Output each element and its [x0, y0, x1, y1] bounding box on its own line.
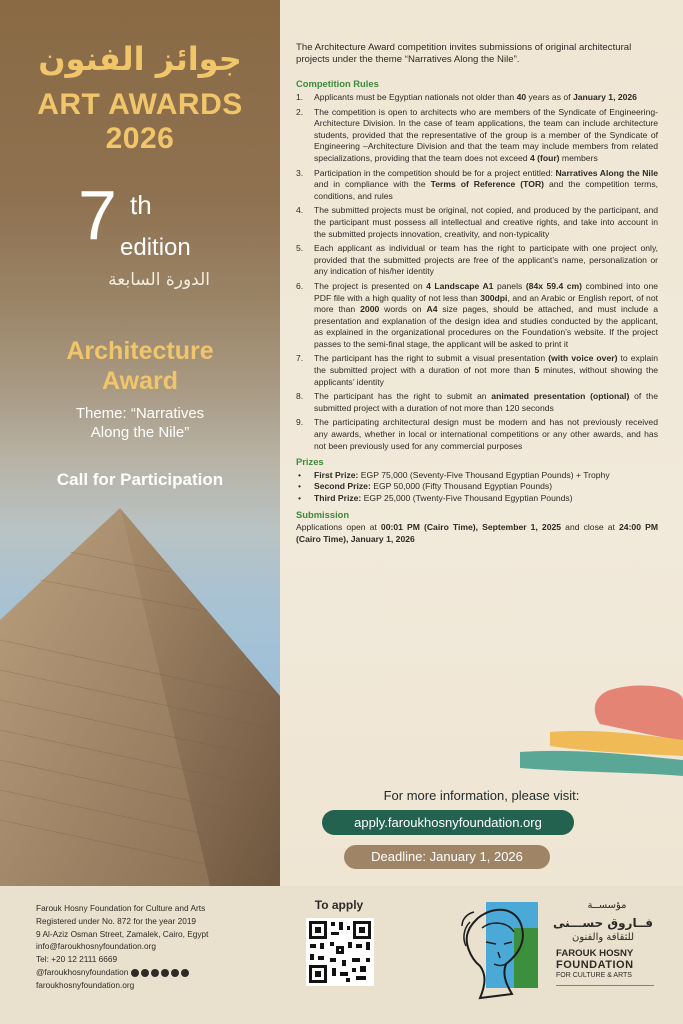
submission-heading: Submission [296, 508, 350, 520]
prize-text: EGP 75,000 (Seventy-Five Thousand Egyptian Pounds) + Trophy [358, 469, 610, 480]
qr-code[interactable] [306, 918, 374, 986]
rule-text: size pages, should be attached, and must include a presentation and explanation of the design idea and studies conducted by the applicant, as explained in the organizational procedures on the Foundation’s website. If the project passes to the semi-final stage, the applicant will be asked to print it [314, 304, 658, 349]
rule-item [296, 391, 658, 414]
rule-item [296, 168, 658, 203]
prize-label: Third Prize: [314, 493, 362, 503]
rule-emphasis: (84x 59.4 cm) [525, 280, 583, 291]
logo-english-line-1: FAROUK HOSNY [556, 948, 634, 959]
paint-stroke-decoration [490, 680, 683, 790]
rule-text: The project is presented on [314, 280, 427, 291]
contact-info [36, 902, 276, 992]
rule-number: 2. [296, 106, 304, 117]
rule-text: The participating architectural design must be modern and has not previously received any awards, whether in local or international competitions or any other awards, and has not been previously used for any commercial purposes [314, 417, 658, 451]
facebook-icon[interactable] [131, 969, 139, 977]
rule-emphasis: 40 [516, 92, 527, 102]
rule-number: 7. [296, 353, 304, 364]
award-line-1: Architecture [66, 337, 214, 365]
rule-text: The participant has the right to submit a visual presentation [314, 353, 549, 364]
rule-text: years as of [526, 92, 573, 102]
submission-part: and close at [561, 522, 620, 533]
rule-emphasis: 2000 [360, 304, 380, 315]
competition-text [296, 42, 658, 545]
rule-text: and in compliance with the [314, 179, 431, 190]
title-english [0, 88, 280, 156]
rule-text: words on [379, 304, 427, 315]
submission-text [296, 522, 658, 545]
bullet-icon: • [298, 493, 302, 503]
rule-number: 6. [296, 280, 304, 291]
rule-text: Each applicant as individual or team has the right to participate with one project only, provided that the submitted projects are free of the applicant’s name, personalization or any indication of his/her identity [314, 243, 658, 277]
more-info-text: For more information, please visit: [383, 788, 580, 803]
rule-text: The competition is open to architects who are members of the Syndicate of Engineering- Architecture Division. In the case of team applications, the team can include architecture students, provided that the representative of the group is a member of the Syndicate of Engineering –Architecture Division and that the team may include members from related specializations, providing that the team does not exceed [314, 106, 658, 163]
rules-list [296, 92, 658, 452]
instagram-icon[interactable] [141, 969, 149, 977]
youtube-icon[interactable] [161, 969, 169, 977]
rule-emphasis: animated presentation (optional) [491, 391, 630, 402]
linkedin-icon[interactable] [151, 969, 159, 977]
title-line-1: ART AWARDS [37, 88, 243, 121]
rule-item [296, 353, 658, 388]
rule-number: 3. [296, 167, 304, 178]
email-link[interactable]: info@faroukhosnyfoundation.org [36, 941, 157, 952]
prizes-list [296, 470, 658, 505]
submission-close-date: 24:00 PM (Cairo Time), January 1, 2026 [296, 522, 658, 544]
prize-item [296, 470, 658, 482]
prizes-heading: Prizes [296, 456, 324, 468]
rule-text: The participant has the right to submit an [314, 391, 492, 402]
rule-text: , and an Arabic or English report, of not more than [314, 292, 658, 315]
rule-text: members [559, 152, 598, 163]
rule-number: 8. [296, 391, 304, 402]
theme-line-2: Along the Nile” [90, 424, 190, 441]
rules-heading: Competition Rules [296, 78, 379, 90]
logo-arabic-line-2: فــاروق حســـنى [552, 916, 654, 930]
rule-emphasis: 4 Landscape A1 [426, 280, 494, 291]
title-arabic: جوائز الفنون [38, 40, 242, 78]
right-panel [280, 0, 683, 886]
logo-divider [556, 985, 654, 989]
rule-item [296, 281, 658, 351]
rule-text: of the submitted project with a duration of not more than 120 seconds [314, 391, 658, 413]
prize-text: EGP 25,000 (Twenty-Five Thousand Egyptian Pounds) [361, 493, 573, 503]
left-panel [0, 0, 280, 886]
title-year: 2026 [105, 122, 175, 155]
prize-item [296, 481, 658, 493]
website-link[interactable]: faroukhosnyfoundation.org [36, 980, 135, 991]
rule-emphasis: 4 (four) [529, 152, 560, 163]
address: 9 Al-Aziz Osman Street, Zamalek, Cairo, Egypt [36, 928, 209, 939]
edition-suffix: th [130, 190, 152, 220]
social-row [36, 966, 276, 979]
foundation-logo-portrait [456, 898, 552, 1010]
apply-link-button[interactable]: apply.faroukhosnyfoundation.org [322, 810, 574, 835]
edition-arabic: الدورة السابعة [108, 270, 210, 290]
rule-emphasis: (with voice over) [548, 353, 618, 364]
rule-text: minutes, without showing the applicants’ identity [314, 365, 659, 387]
to-apply-label: To apply [314, 898, 364, 912]
logo-arabic-line-1: مؤسســة [587, 900, 627, 911]
social-handle: @faroukhosnyfoundation [36, 966, 129, 977]
registration: Registered under No. 872 for the year 2019 [36, 915, 197, 926]
submission-open-date: 00:01 PM (Cairo Time), September 1, 2025 [380, 522, 562, 533]
rule-text: panels [493, 280, 526, 291]
threads-icon[interactable] [181, 969, 189, 977]
intro-paragraph: The Architecture Award competition invites submissions of original architectural projects under the theme “Narratives Along the Nile”. [296, 42, 632, 66]
submission-part: Applications open at [296, 522, 381, 533]
footer [0, 886, 683, 1024]
pyramid-illustration [0, 500, 280, 886]
deadline-badge: Deadline: January 1, 2026 [344, 845, 550, 869]
rule-text: Applicants must be Egyptian nationals not older than [314, 92, 517, 102]
edition-number: 7 [78, 176, 117, 254]
edition-badge [60, 176, 240, 310]
social-icons [131, 966, 191, 979]
rule-item [296, 417, 658, 452]
rule-emphasis: Terms of Reference (TOR) [430, 179, 545, 190]
prize-label: First Prize: [314, 469, 359, 480]
rule-emphasis: 5 [534, 365, 540, 376]
rule-number: 5. [296, 243, 304, 254]
rule-number: 1. [296, 92, 304, 102]
rule-emphasis: January 1, 2026 [572, 92, 637, 102]
rule-number: 4. [296, 205, 304, 216]
rule-item [296, 107, 658, 165]
prize-label: Second Prize: [314, 481, 371, 492]
phone: Tel: +20 12 2111 6669 [36, 954, 118, 965]
org-name: Farouk Hosny Foundation for Culture and Arts [36, 903, 206, 913]
award-name [0, 336, 280, 396]
theme-text [40, 404, 240, 442]
rule-item [296, 92, 658, 104]
rule-item [296, 243, 658, 278]
rule-emphasis: Narratives Along the Nile [555, 167, 658, 178]
call-for-participation: Call for Participation [56, 470, 224, 489]
logo-english-line-3: FOR CULTURE & ARTS [556, 972, 632, 979]
rule-emphasis: 300dpi [480, 292, 508, 303]
rule-text: combined into one PDF file with a high quality of not less than [314, 280, 658, 303]
rule-item [296, 205, 658, 240]
award-line-2: Award [102, 367, 178, 395]
bullet-icon: • [298, 469, 302, 480]
x-icon[interactable] [171, 969, 179, 977]
theme-line-1: Theme: “Narratives [75, 405, 205, 422]
rule-number: 9. [296, 417, 304, 428]
bullet-icon: • [298, 481, 302, 492]
rule-text: to explain the submitted project with a duration of not more than [314, 353, 658, 376]
rule-text: and the competition terms, conditions, and rules [314, 179, 659, 201]
logo-english-line-2: FOUNDATION [556, 959, 634, 971]
prize-item [296, 493, 658, 505]
logo-arabic-line-3: للثقافة والفنون [571, 932, 635, 943]
rule-text: The submitted projects must be original, not copied, and produced by the participant, and the participant must possess all intellectual and creative rights, and take into account in the submitted projects innovation, creativity, and non-typicality [314, 205, 658, 239]
edition-word: edition [120, 234, 191, 261]
prize-text: EGP 50,000 (Fifty Thousand Egyptian Pounds) [370, 481, 553, 492]
rule-text: Participation in the competition should be for a project entitled: [314, 167, 556, 178]
rule-emphasis: A4 [426, 304, 438, 315]
